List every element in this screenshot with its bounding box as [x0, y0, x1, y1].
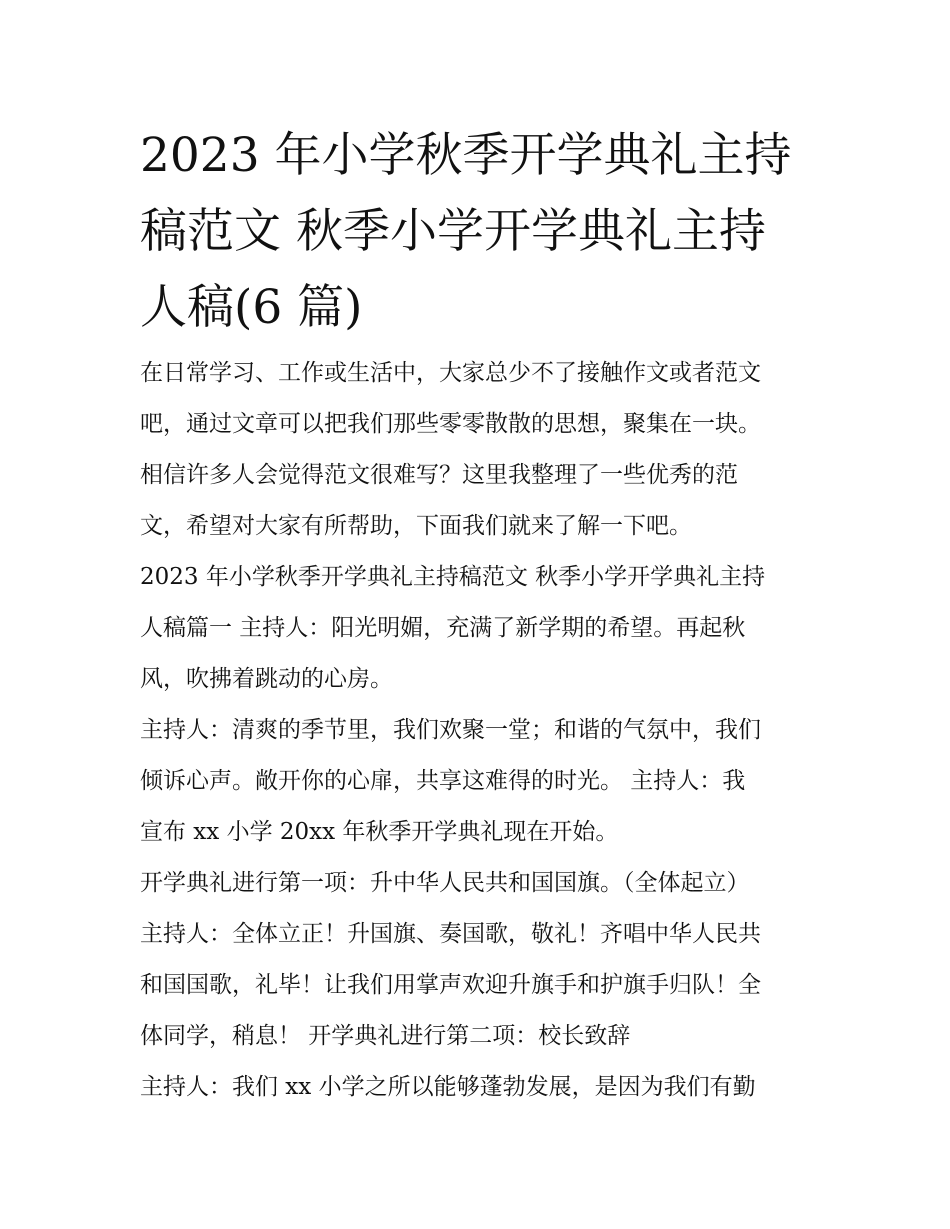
text-line: 主持人：我们 xx 小学之所以能够蓬勃发展，是因为我们有勤 — [140, 1074, 756, 1100]
paragraph-host-opening — [140, 705, 815, 858]
text-line: 风，吹拂着跳动的心房。 — [140, 666, 393, 692]
text-line: 宣布 xx 小学 20xx 年秋季开学典礼现在开始。 — [140, 819, 619, 845]
text-line: 倾诉心声。敞开你的心扉，共享这难得的时光。 主持人：我 — [140, 768, 746, 794]
document-title — [140, 118, 815, 346]
text-line: 体同学，稍息！ 开学典礼进行第二项：校长致辞 — [140, 1023, 631, 1049]
text-line: 吧，通过文章可以把我们那些零零散散的思想，聚集在一块。 — [140, 411, 761, 437]
text-line: 人稿篇一 主持人：阳光明媚，充满了新学期的希望。再起秋 — [140, 615, 746, 641]
paragraph-host-continue — [140, 1062, 815, 1113]
text-line: 文，希望对大家有所帮助，下面我们就来了解一下吧。 — [140, 513, 692, 539]
paragraph-article-one — [140, 552, 815, 705]
title-line-2: 稿范文 秋季小学开学典礼主持 — [140, 204, 766, 259]
text-line: 主持人：全体立正！升国旗、奏国歌，敬礼！齐唱中华人民共 — [140, 921, 761, 947]
text-line: 和国国歌，礼毕！让我们用掌声欢迎升旗手和护旗手归队！全 — [140, 972, 761, 998]
text-line: 相信许多人会觉得范文很难写？这里我整理了一些优秀的范 — [140, 462, 738, 488]
text-line: 2023 年小学秋季开学典礼主持稿范文 秋季小学开学典礼主持 — [140, 564, 766, 590]
document-page — [140, 118, 815, 1113]
text-line: 开学典礼进行第一项：升中华人民共和国国旗。（全体起立） — [140, 870, 750, 896]
paragraph-flag-raising — [140, 909, 815, 1062]
text-line: 在日常学习、工作或生活中，大家总少不了接触作文或者范文 — [140, 360, 761, 386]
text-line: 主持人：清爽的季节里，我们欢聚一堂；和谐的气氛中，我们 — [140, 717, 761, 743]
title-line-1: 2023 年小学秋季开学典礼主持 — [140, 128, 792, 183]
title-line-3: 人稿(6 篇) — [140, 280, 363, 335]
paragraph-intro — [140, 348, 815, 552]
paragraph-agenda-item-one — [140, 858, 815, 909]
